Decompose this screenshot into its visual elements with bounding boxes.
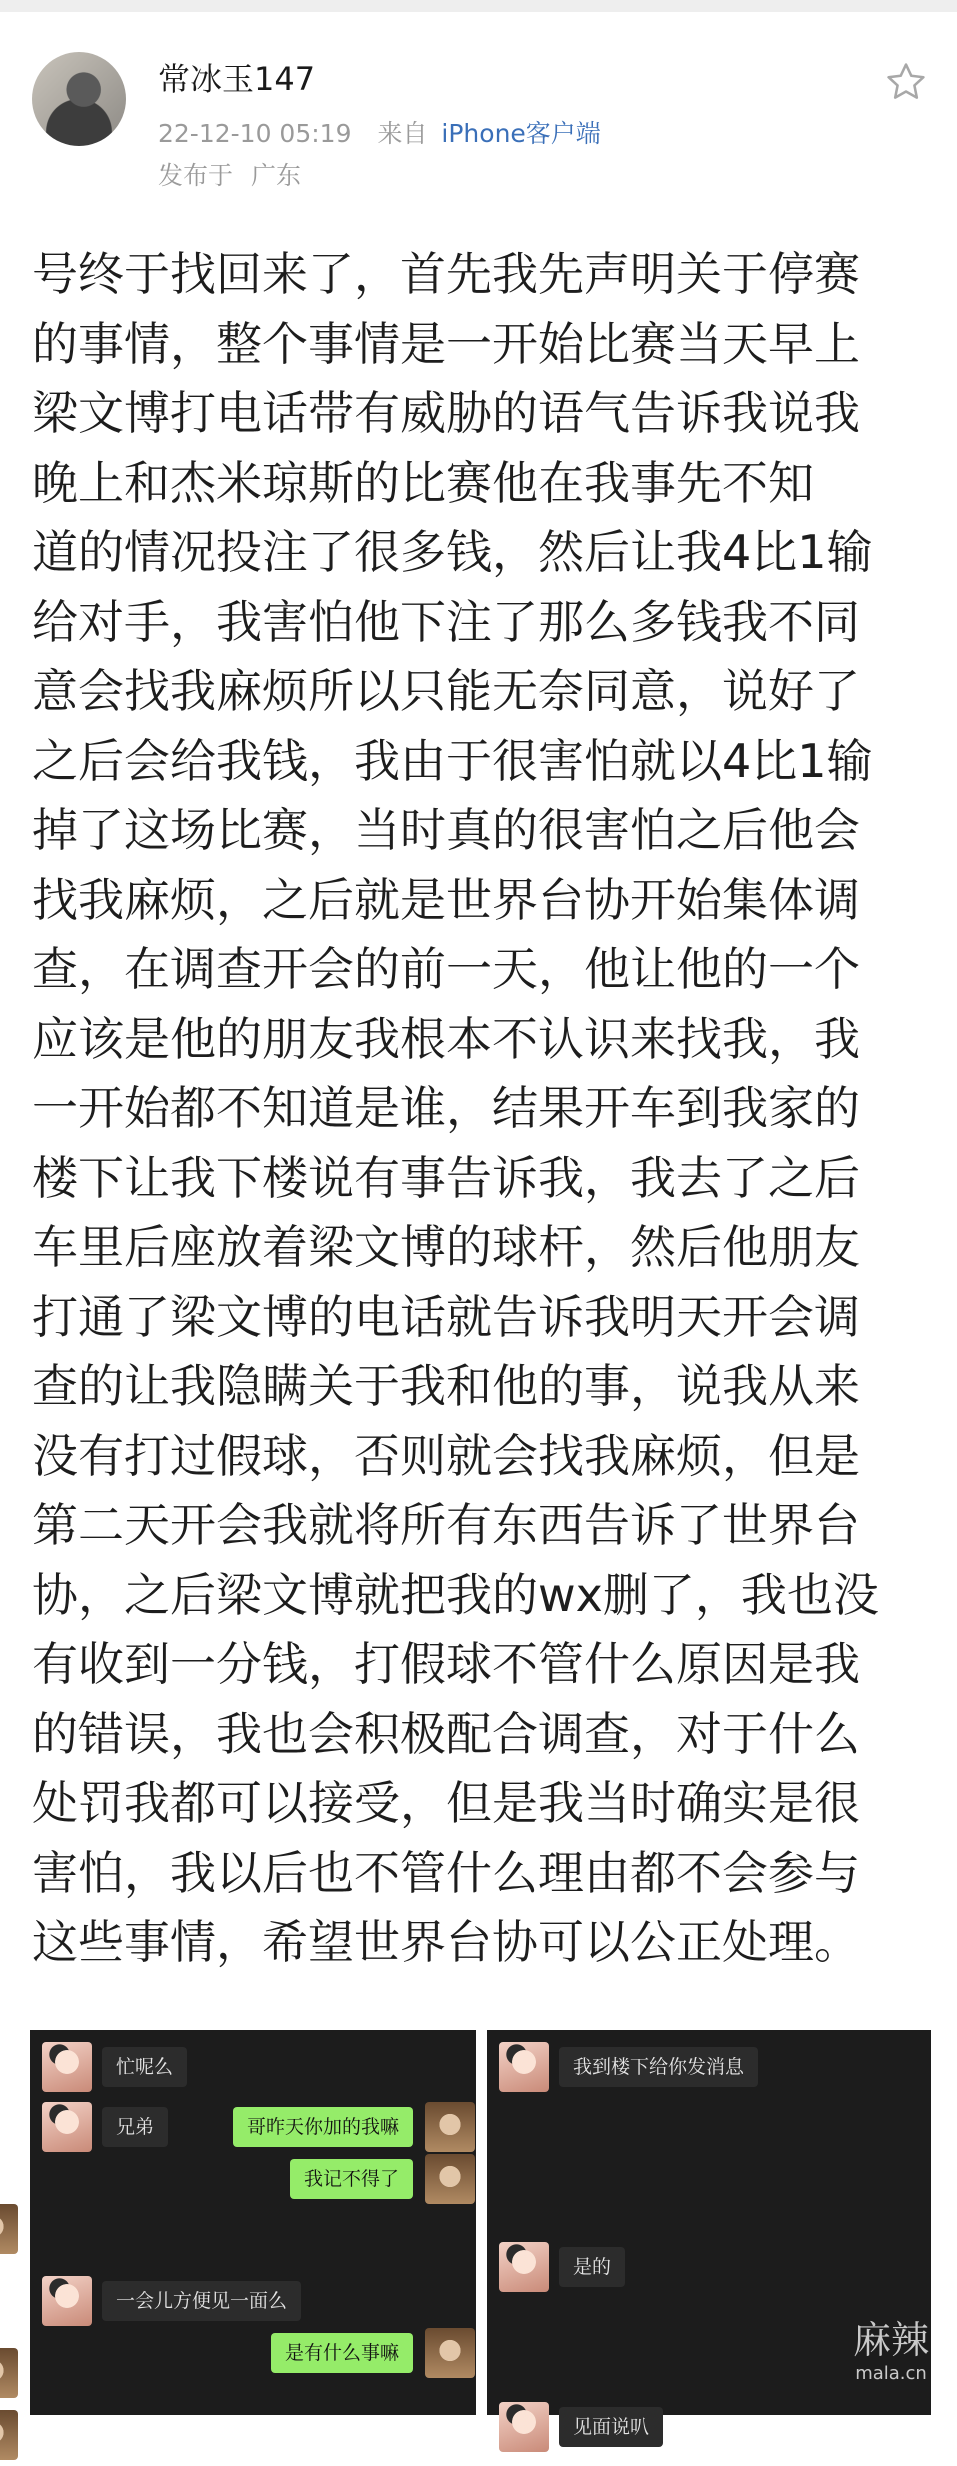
post-text-line: 应该是他的朋友我根本不认识来找我，我 [32, 1011, 860, 1066]
contact-avatar [499, 2042, 549, 2092]
post-text-line: 处罚我都可以接受，但是我当时确实是很 [32, 1776, 860, 1830]
user-avatar[interactable] [32, 52, 126, 146]
post-timestamp: 22-12-10 05:19 [158, 119, 352, 148]
chat-bubble: 忙呢么 [102, 2047, 187, 2087]
self-avatar [0, 2348, 18, 2398]
post-body-text [32, 240, 932, 1978]
post-text-line: 查，在调查开会的前一天，他让他的一个 [32, 942, 860, 996]
contact-avatar [499, 2242, 549, 2292]
post-meta [158, 114, 601, 150]
watermark-sub: mala.cn [855, 2363, 927, 2384]
self-avatar [425, 2154, 475, 2204]
post-text-line: 查的让我隐瞒关于我和他的事，说我从来 [32, 1359, 860, 1413]
star-outline-icon[interactable] [884, 60, 928, 104]
post-text-line: 道的情况投注了很多钱，然后让我4比1输 [32, 525, 873, 579]
contact-avatar [42, 2102, 92, 2152]
post-text-line: 害怕，我以后也不管什么理由都不会参与 [32, 1845, 860, 1900]
post-text-line: 意会找我麻烦所以只能无奈同意，说好了 [32, 664, 860, 718]
watermark-main: 麻辣 [852, 2318, 929, 2362]
post-text-line: 晚上和杰米琼斯的比赛他在我事先不知 [32, 455, 814, 510]
post-text-line: 有收到一分钱，打假球不管什么原因是我 [32, 1637, 860, 1691]
self-avatar [0, 2204, 18, 2254]
post-text-line: 楼下让我下楼说有事告诉我，我去了之后 [32, 1150, 860, 1205]
site-watermark [846, 2316, 936, 2406]
post-text-line: 的错误，我也会积极配合调查，对于什么 [32, 1706, 860, 1761]
self-avatar [0, 2410, 18, 2460]
chat-bubble: 兄弟 [102, 2107, 168, 2147]
contact-avatar [42, 2042, 92, 2092]
username[interactable]: 常冰玉147 [158, 60, 316, 98]
post-text-line: 打通了梁文博的电话就告诉我明天开会调 [32, 1289, 860, 1344]
post-text-line: 协，之后梁文博就把我的wx删了，我也没 [32, 1567, 879, 1622]
post-text-line: 找我麻烦，之后就是世界台协开始集体调 [32, 872, 860, 927]
contact-avatar [42, 2276, 92, 2326]
post-text-line: 的事情，整个事情是一开始比赛当天早上 [32, 316, 860, 371]
post-text-line: 梁文博打电话带有威胁的语气告诉我说我 [32, 386, 860, 440]
source-client-link[interactable]: iPhone客户端 [441, 119, 601, 148]
chat-bubble: 我到楼下给你发消息 [559, 2047, 758, 2087]
source-label: 来自 [377, 119, 428, 148]
chat-bubble: 哥昨天你加的我嘛 [233, 2107, 413, 2147]
post-text-line: 一开始都不知道是谁，结果开车到我家的 [32, 1081, 860, 1135]
chat-bubble: 我记不得了 [290, 2159, 413, 2199]
self-avatar [425, 2102, 475, 2152]
post-text-line: 号终于找回来了，首先我先声明关于停赛 [32, 247, 860, 301]
chat-bubble: 是的 [559, 2247, 625, 2287]
self-avatar [425, 2328, 475, 2378]
post-text-line: 车里后座放着梁文博的球杆，然后他朋友 [32, 1220, 860, 1274]
chat-bubble: 一会儿方便见一面么 [102, 2281, 301, 2321]
chat-bubble: 是有什么事嘛 [271, 2333, 413, 2373]
location-value: 广东 [250, 161, 301, 190]
chat-bubble: 见面说叭 [559, 2407, 663, 2447]
contact-avatar [499, 2402, 549, 2452]
post-text-line: 没有打过假球，否则就会找我麻烦，但是 [32, 1428, 860, 1483]
post-text-line: 这些事情，希望世界台协可以公正处理。 [32, 1915, 860, 1969]
post-text-line: 给对手，我害怕他下注了那么多钱我不同 [32, 594, 860, 649]
post-location [158, 156, 301, 192]
post-text-line: 掉了这场比赛，当时真的很害怕之后他会 [32, 803, 860, 857]
post-text-line: 第二天开会我就将所有东西告诉了世界台 [32, 1498, 860, 1552]
location-label: 发布于 [158, 161, 234, 190]
post-text-line: 之后会给我钱，我由于很害怕就以4比1输 [32, 733, 873, 788]
top-status-strip [0, 0, 957, 12]
